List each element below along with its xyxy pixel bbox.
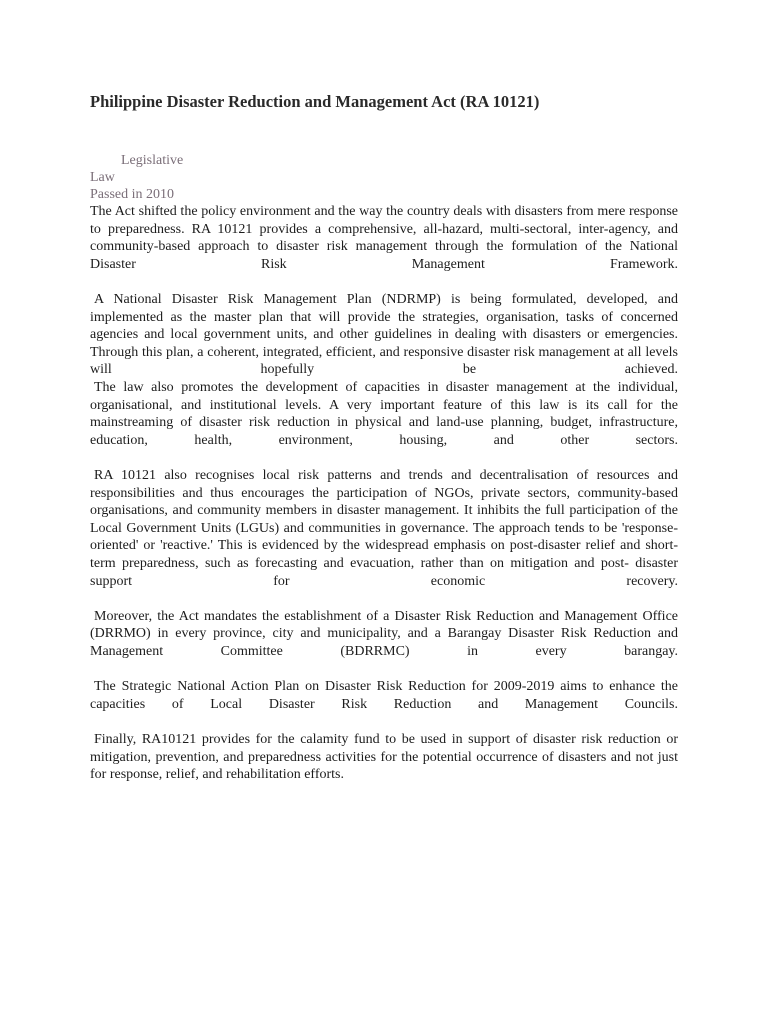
- paragraph: The law also promotes the development of capacities in disaster management at the individual, organisational, and institutional levels. A very important feature of this law is its call for the mainstreaming of disaster risk reduction in physical and land-use planning, budget, infrastructure, education, health, environment, housing, and other sectors.: [90, 379, 678, 448]
- document-body: [90, 203, 678, 784]
- meta-passed: Passed in 2010: [90, 187, 174, 202]
- meta-category: Law: [90, 170, 115, 185]
- document-title: Philippine Disaster Reduction and Management Act (RA 10121): [90, 92, 540, 111]
- document-meta: [90, 152, 678, 203]
- paragraph: The Strategic National Action Plan on Disaster Risk Reduction for 2009-2019 aims to enhance the capacities of Local Disaster Risk Reduction and Management Councils.: [90, 679, 678, 712]
- paragraph: Moreover, the Act mandates the establishment of a Disaster Risk Reduction and Management Office (DRRMO) in every province, city and municipality, and a Barangay Disaster Risk Reduction and Management Committee (BDRRMC) in every barangay.: [90, 608, 678, 659]
- meta-type: Legislative: [121, 153, 184, 168]
- paragraph: The Act shifted the policy environment and the way the country deals with disasters from mere response to preparedness. RA 10121 provides a comprehensive, all-hazard, multi-sectoral, inter-agency, and community-based approach to disaster risk management through the formulation of the National Disaster Risk Management Framework.: [90, 204, 678, 272]
- paragraph: Finally, RA10121 provides for the calamity fund to be used in support of disaster risk reduction or mitigation, prevention, and preparedness activities for the potential occurrence of disasters and not just for response, relief, and rehabilitation efforts.: [90, 731, 678, 783]
- paragraph: RA 10121 also recognises local risk patterns and trends and decentralisation of resources and responsibilities and thus encourages the participation of NGOs, private sectors, community-based organisations, and community members in disaster management. It inhibits the full participation of the Local Government Units (LGUs) and communities in governance. The approach tends to be 'response-oriented' or 'reactive.' This is evidenced by the widespread emphasis on post-disaster relief and short-term preparedness, such as forecasting and evacuation, rather than on mitigation and post- disaster support for economic recovery.: [90, 467, 678, 589]
- paragraph: A National Disaster Risk Management Plan (NDRMP) is being formulated, developed, and implemented as the master plan that will provide the strategies, organisation, tasks of concerned agencies and local government units, and other guidelines in dealing with disasters or emergencies. Through this plan, a coherent, integrated, efficient, and responsive disaster risk management at all levels will hopefully be achieved.: [90, 291, 678, 378]
- document-page: [90, 92, 678, 801]
